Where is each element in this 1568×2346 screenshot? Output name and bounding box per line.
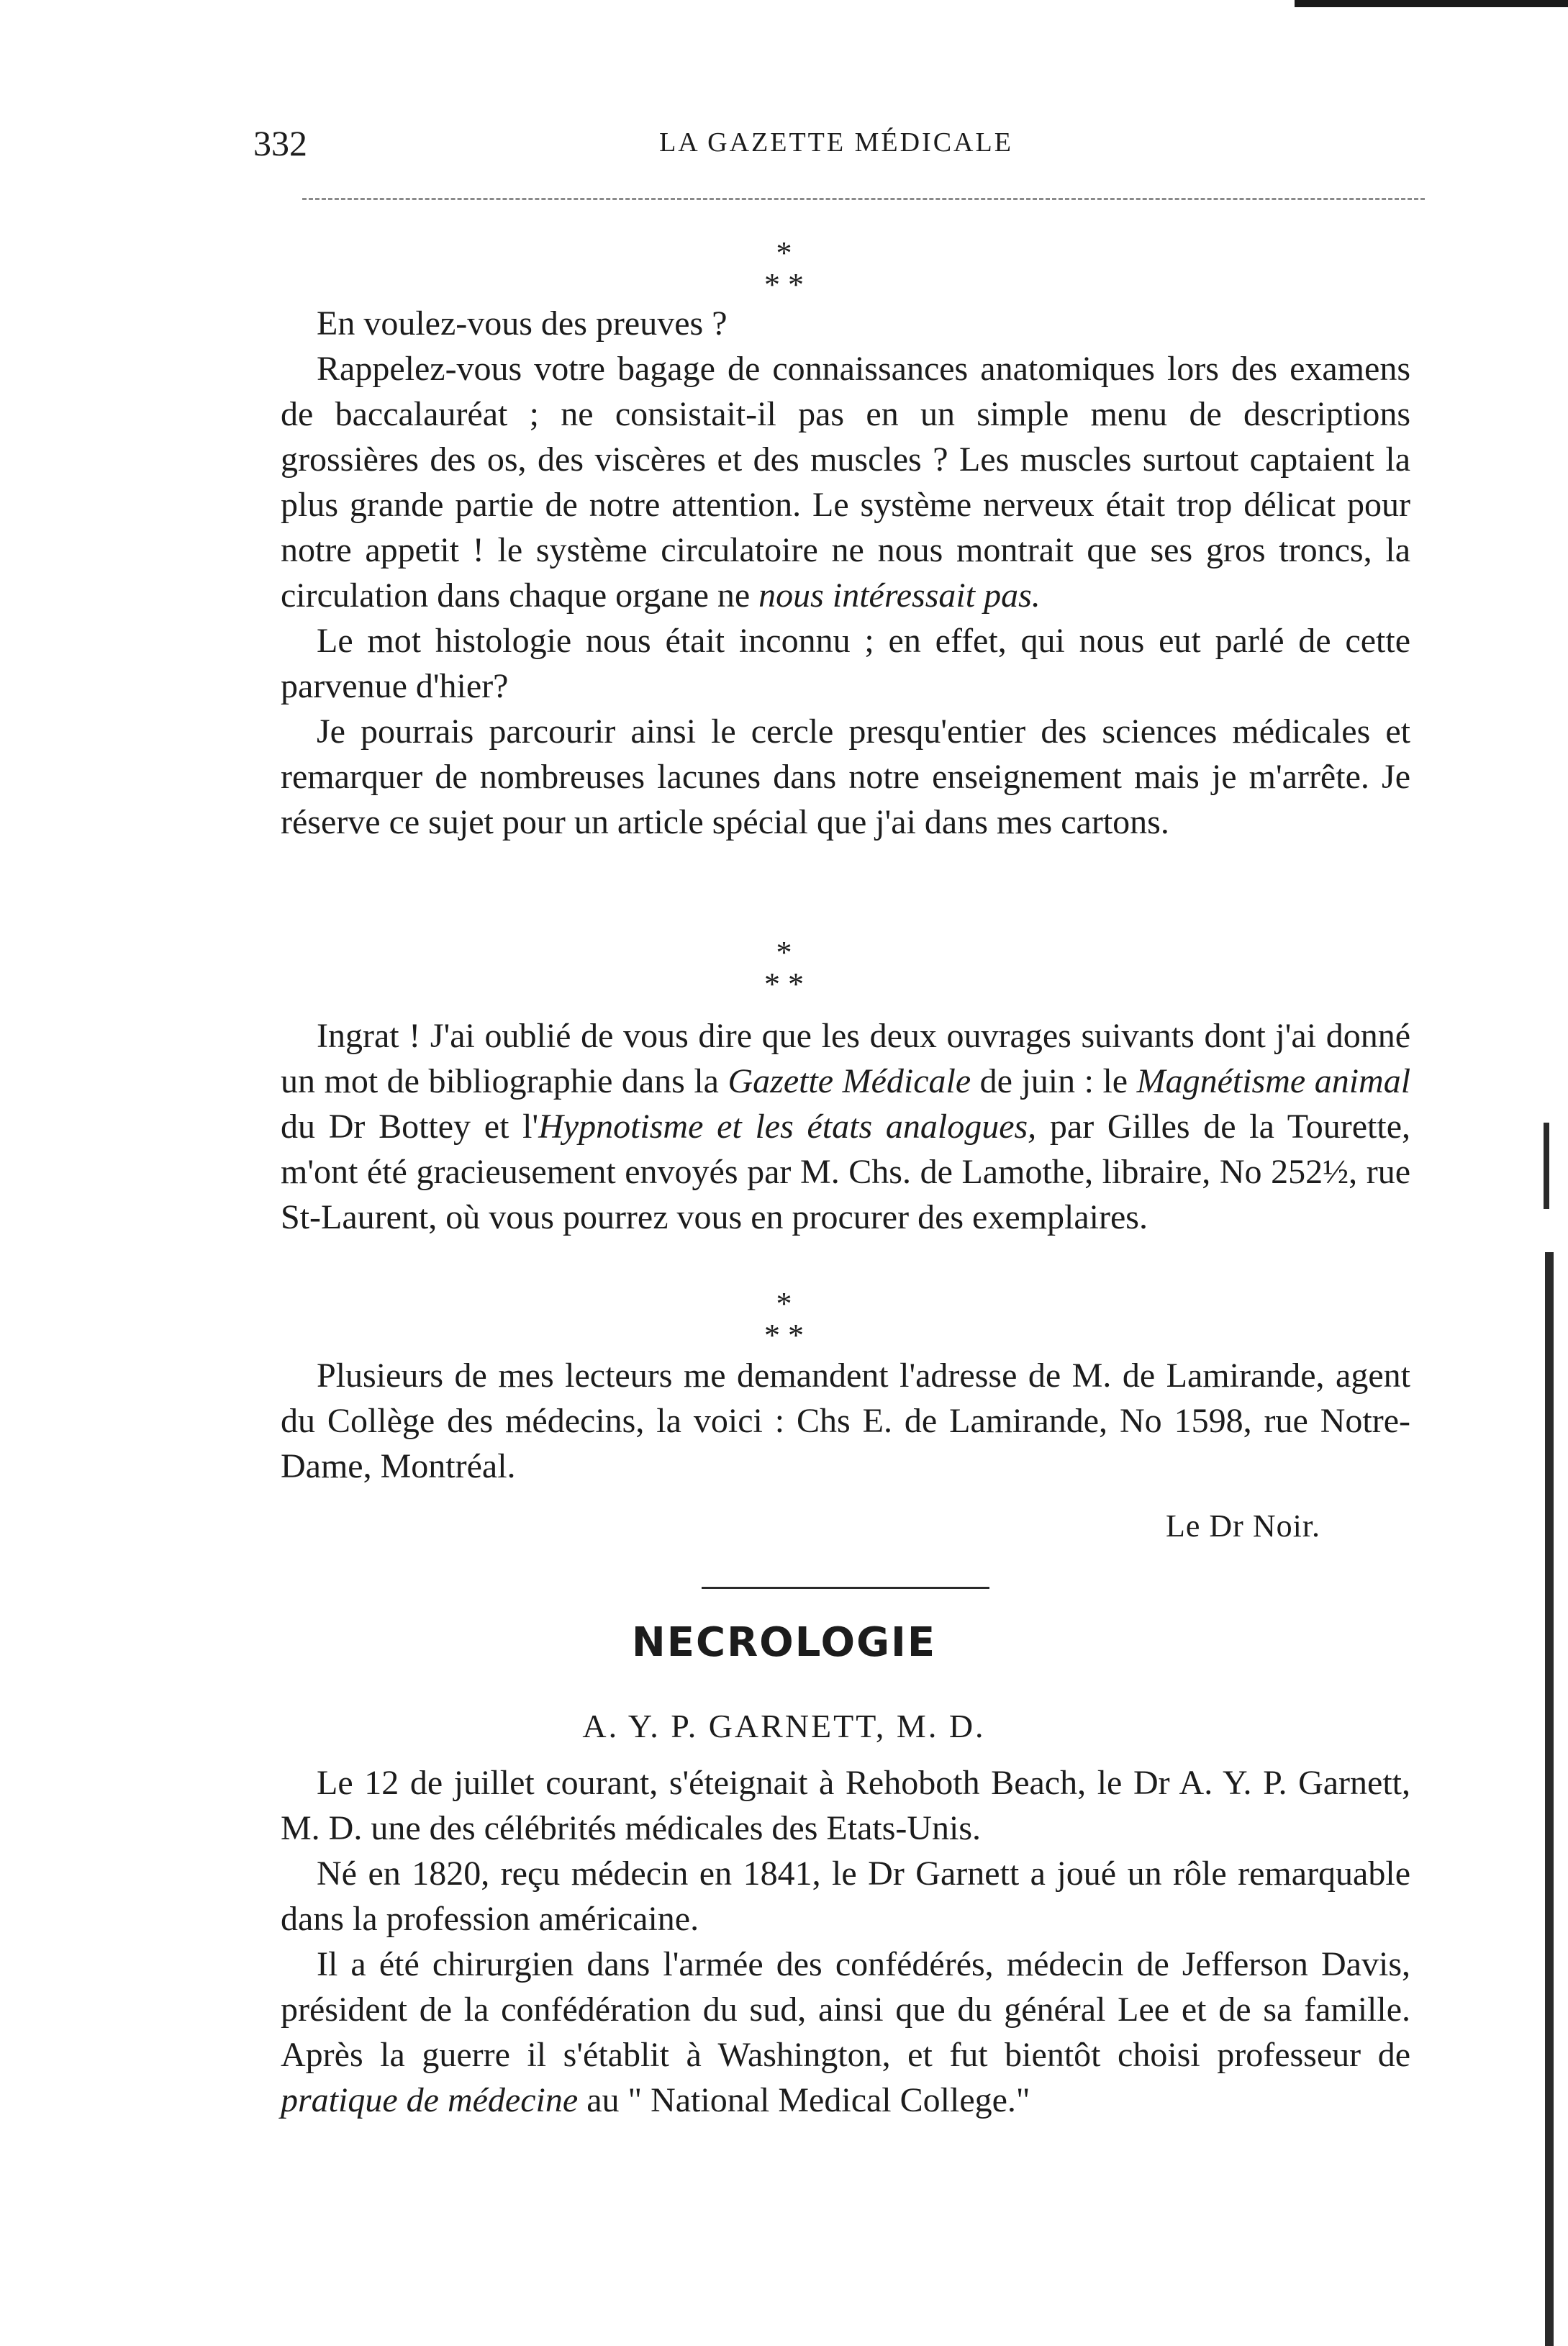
paragraph: Il a été chirurgien dans l'armée des confédérés, médecin de Jefferson Davis, président de la confédération du sud, ainsi que du général Lee et de sa famille. Après la guerre il s'établit à Washington, et fut bientôt choisi professeur de pratique de médecine au " National Medical College." bbox=[281, 1945, 1410, 2119]
paragraph: Rappelez-vous votre bagage de connaissances anatomiques lors des examens de baccalauréat ; ne consistait-il pas en un simple menu de descriptions grossières des os, des viscères et des muscles ? Les muscles surtout captaient la plus grande partie de notre attention. Le système nerveux était trop délicat pour notre appetit ! le système circulatoire ne nous montrait que ses gros troncs, la circulation dans chaque organe ne nous intéressait pas. bbox=[281, 350, 1410, 615]
asterism: * * * bbox=[764, 935, 804, 1002]
page-header bbox=[253, 122, 1419, 173]
section-lamirande bbox=[281, 1353, 1410, 1489]
paragraph: Ingrat ! J'ai oublié de vous dire que les deux ouvrages suivants dont j'ai donné un mot de bibliographie dans la Gazette Médicale de juin : le Magnétisme animal du Dr Bottey et l'Hypnotisme et les états analogues, par Gilles de la Tourette, m'ont été gracieusement envoyés par M. Chs. de Lamothe, libraire, No 252½, rue St-Laurent, où vous pourrez vous en procurer des exemplaires. bbox=[281, 1017, 1411, 1236]
top-edge-rule bbox=[1295, 0, 1568, 7]
paragraph: Né en 1820, reçu médecin en 1841, le Dr Garnett a joué un rôle remarquable dans la profession américaine. bbox=[281, 1854, 1410, 1938]
section-rule bbox=[702, 1587, 989, 1589]
section-ouvrages bbox=[281, 1013, 1410, 1240]
paragraph: Plusieurs de mes lecteurs me demandent l'adresse de M. de Lamirande, agent du Collège des médecins, la voici : Chs E. de Lamirande, No 1598, rue Notre-Dame, Montréal. bbox=[281, 1357, 1410, 1485]
running-title: LA GAZETTE MÉDICALE bbox=[659, 127, 1013, 158]
paragraph: Le 12 de juillet courant, s'éteignait à Rehoboth Beach, le Dr A. Y. P. Garnett, M. D. une des célébrités médicales des Etats-Unis. bbox=[281, 1764, 1410, 1847]
section-preuves bbox=[281, 301, 1410, 845]
section-necrologie bbox=[281, 1760, 1410, 2123]
section-title: NECROLOGIE bbox=[631, 1619, 937, 1666]
signature: Le Dr Noir. bbox=[1166, 1508, 1321, 1544]
asterism: * * * bbox=[764, 1286, 804, 1353]
paragraph: Je pourrais parcourir ainsi le cercle presqu'entier des sciences médicales et remarquer de nombreuses lacunes dans notre enseignement mais je m'arrête. Je réserve ce sujet pour un article spécial que j'ai dans mes cartons. bbox=[281, 712, 1410, 841]
page-edge-shadow bbox=[1544, 1123, 1549, 1209]
page-edge-shadow bbox=[1545, 1252, 1554, 2346]
paragraph: Le mot histologie nous était inconnu ; en effet, qui nous eut parlé de cette parvenue d'hier? bbox=[281, 622, 1410, 705]
header-rule bbox=[302, 198, 1425, 200]
asterism: * * * bbox=[764, 235, 804, 302]
paragraph: En voulez-vous des preuves ? bbox=[317, 304, 728, 343]
page-number: 332 bbox=[253, 123, 307, 163]
obituary-subject: A. Y. P. GARNETT, M. D. bbox=[582, 1708, 986, 1744]
